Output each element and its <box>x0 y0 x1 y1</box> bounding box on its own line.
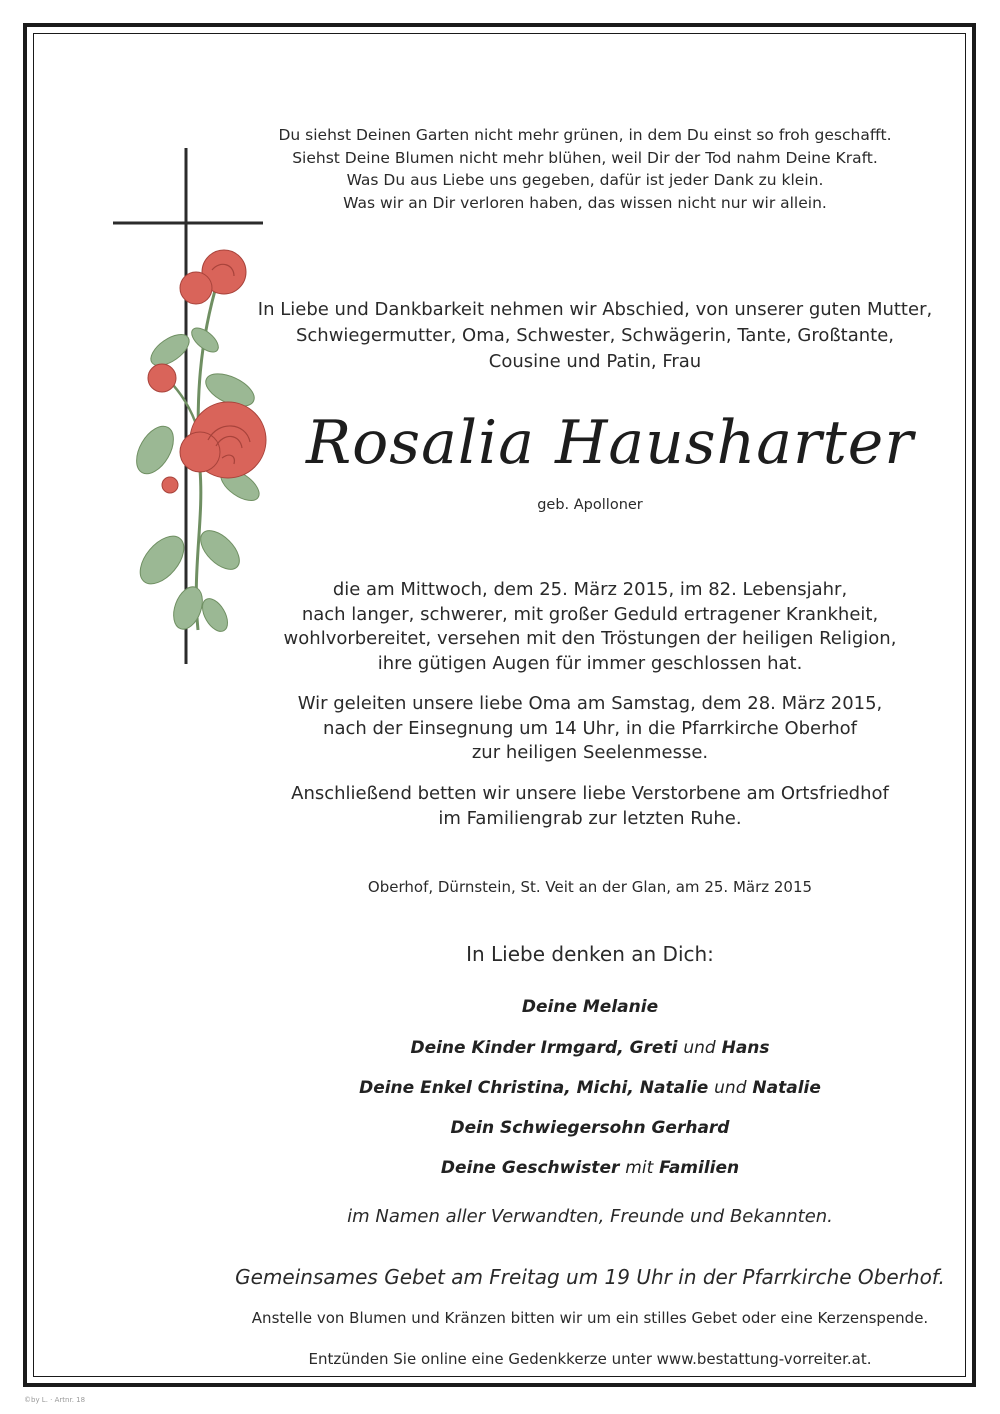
intro-line: Schwiegermutter, Oma, Schwester, Schwägerin, Tante, Großtante, <box>295 325 895 346</box>
passing-line: nach langer, schwerer, mit großer Geduld ertragener Krankheit, <box>301 603 879 625</box>
passing-paragraph <box>130 578 1000 676</box>
mourner-line <box>130 1038 1000 1058</box>
mourner-text: Deine Geschwister <box>440 1158 620 1178</box>
service-line: nach der Einsegnung um 14 Uhr, in die Pfarrkirche Oberhof <box>323 717 857 739</box>
mourner-line <box>130 1158 1000 1178</box>
service-line: zur heiligen Seelenmesse. <box>471 742 709 763</box>
instead-of-flowers-note: Anstelle von Blumen und Kränzen bitten wir um ein stilles Gebet oder eine Kerzenspende. <box>251 1309 929 1327</box>
passing-line: ihre gütigen Augen für immer geschlossen hat. <box>377 652 803 674</box>
prayer-announcement: Gemeinsames Gebet am Freitag um 19 Uhr in der Pfarrkirche Oberhof. <box>235 1265 945 1289</box>
service-paragraph <box>130 692 1000 766</box>
mourner-text: Dein Schwiegersohn Gerhard <box>450 1118 730 1138</box>
mourner-conjunction: mit <box>625 1158 654 1178</box>
print-credit: ©by L. · Artnr. 18 <box>24 1396 86 1404</box>
mourner-text: Natalie <box>752 1078 821 1098</box>
birth-name: geb. Apolloner <box>537 497 643 513</box>
poem-line: Was wir an Dir verloren haben, das wissen nicht nur wir allein. <box>343 193 827 212</box>
poem <box>130 124 1000 214</box>
mourner-text: Deine Enkel Christina, Michi, Natalie <box>359 1078 709 1098</box>
mourner-text: Deine Kinder Irmgard, Greti <box>410 1038 678 1058</box>
deceased-name: Rosalia Hausharter <box>305 408 914 478</box>
mourner-text: Familien <box>659 1158 740 1178</box>
burial-paragraph <box>130 782 1000 831</box>
mourner-conjunction: und <box>714 1078 747 1098</box>
mourner-conjunction: und <box>683 1038 716 1058</box>
online-candle-note: Entzünden Sie online eine Gedenkkerze unter www.bestattung-vorreiter.at. <box>308 1350 872 1368</box>
passing-line: wohlvorbereitet, versehen mit den Tröstungen der heiligen Religion, <box>283 628 897 649</box>
on-behalf-line: im Namen aller Verwandten, Freunde und Bekannten. <box>347 1206 833 1227</box>
burial-line: Anschließend betten wir unsere liebe Verstorbene am Ortsfriedhof <box>291 783 889 804</box>
intro-line: Cousine und Patin, Frau <box>488 351 702 372</box>
place-and-date: Oberhof, Dürnstein, St. Veit an der Glan, am 25. März 2015 <box>367 878 813 896</box>
remember-heading: In Liebe denken an Dich: <box>466 942 714 966</box>
poem-line: Du siehst Deinen Garten nicht mehr grünen, in dem Du einst so froh geschafft. <box>278 126 892 144</box>
mourner-line <box>130 1118 1000 1138</box>
poem-line: Was Du aus Liebe uns gegeben, dafür ist jeder Dank zu klein. <box>346 171 824 189</box>
burial-line: im Familiengrab zur letzten Ruhe. <box>438 807 742 829</box>
intro-line: In Liebe und Dankbarkeit nehmen wir Abschied, von unserer guten Mutter, <box>257 299 933 320</box>
service-line: Wir geleiten unsere liebe Oma am Samstag, dem 28. März 2015, <box>297 693 883 714</box>
mourner-line <box>130 1078 1000 1098</box>
mourner-line <box>130 997 1000 1017</box>
poem-line: Siehst Deine Blumen nicht mehr blühen, weil Dir der Tod nahm Deine Kraft. <box>292 148 878 167</box>
farewell-intro <box>130 297 1000 375</box>
mourner-text: Deine Melanie <box>521 997 659 1017</box>
mourner-text: Hans <box>721 1038 770 1058</box>
passing-line: die am Mittwoch, dem 25. März 2015, im 82. Lebensjahr, <box>332 579 848 600</box>
